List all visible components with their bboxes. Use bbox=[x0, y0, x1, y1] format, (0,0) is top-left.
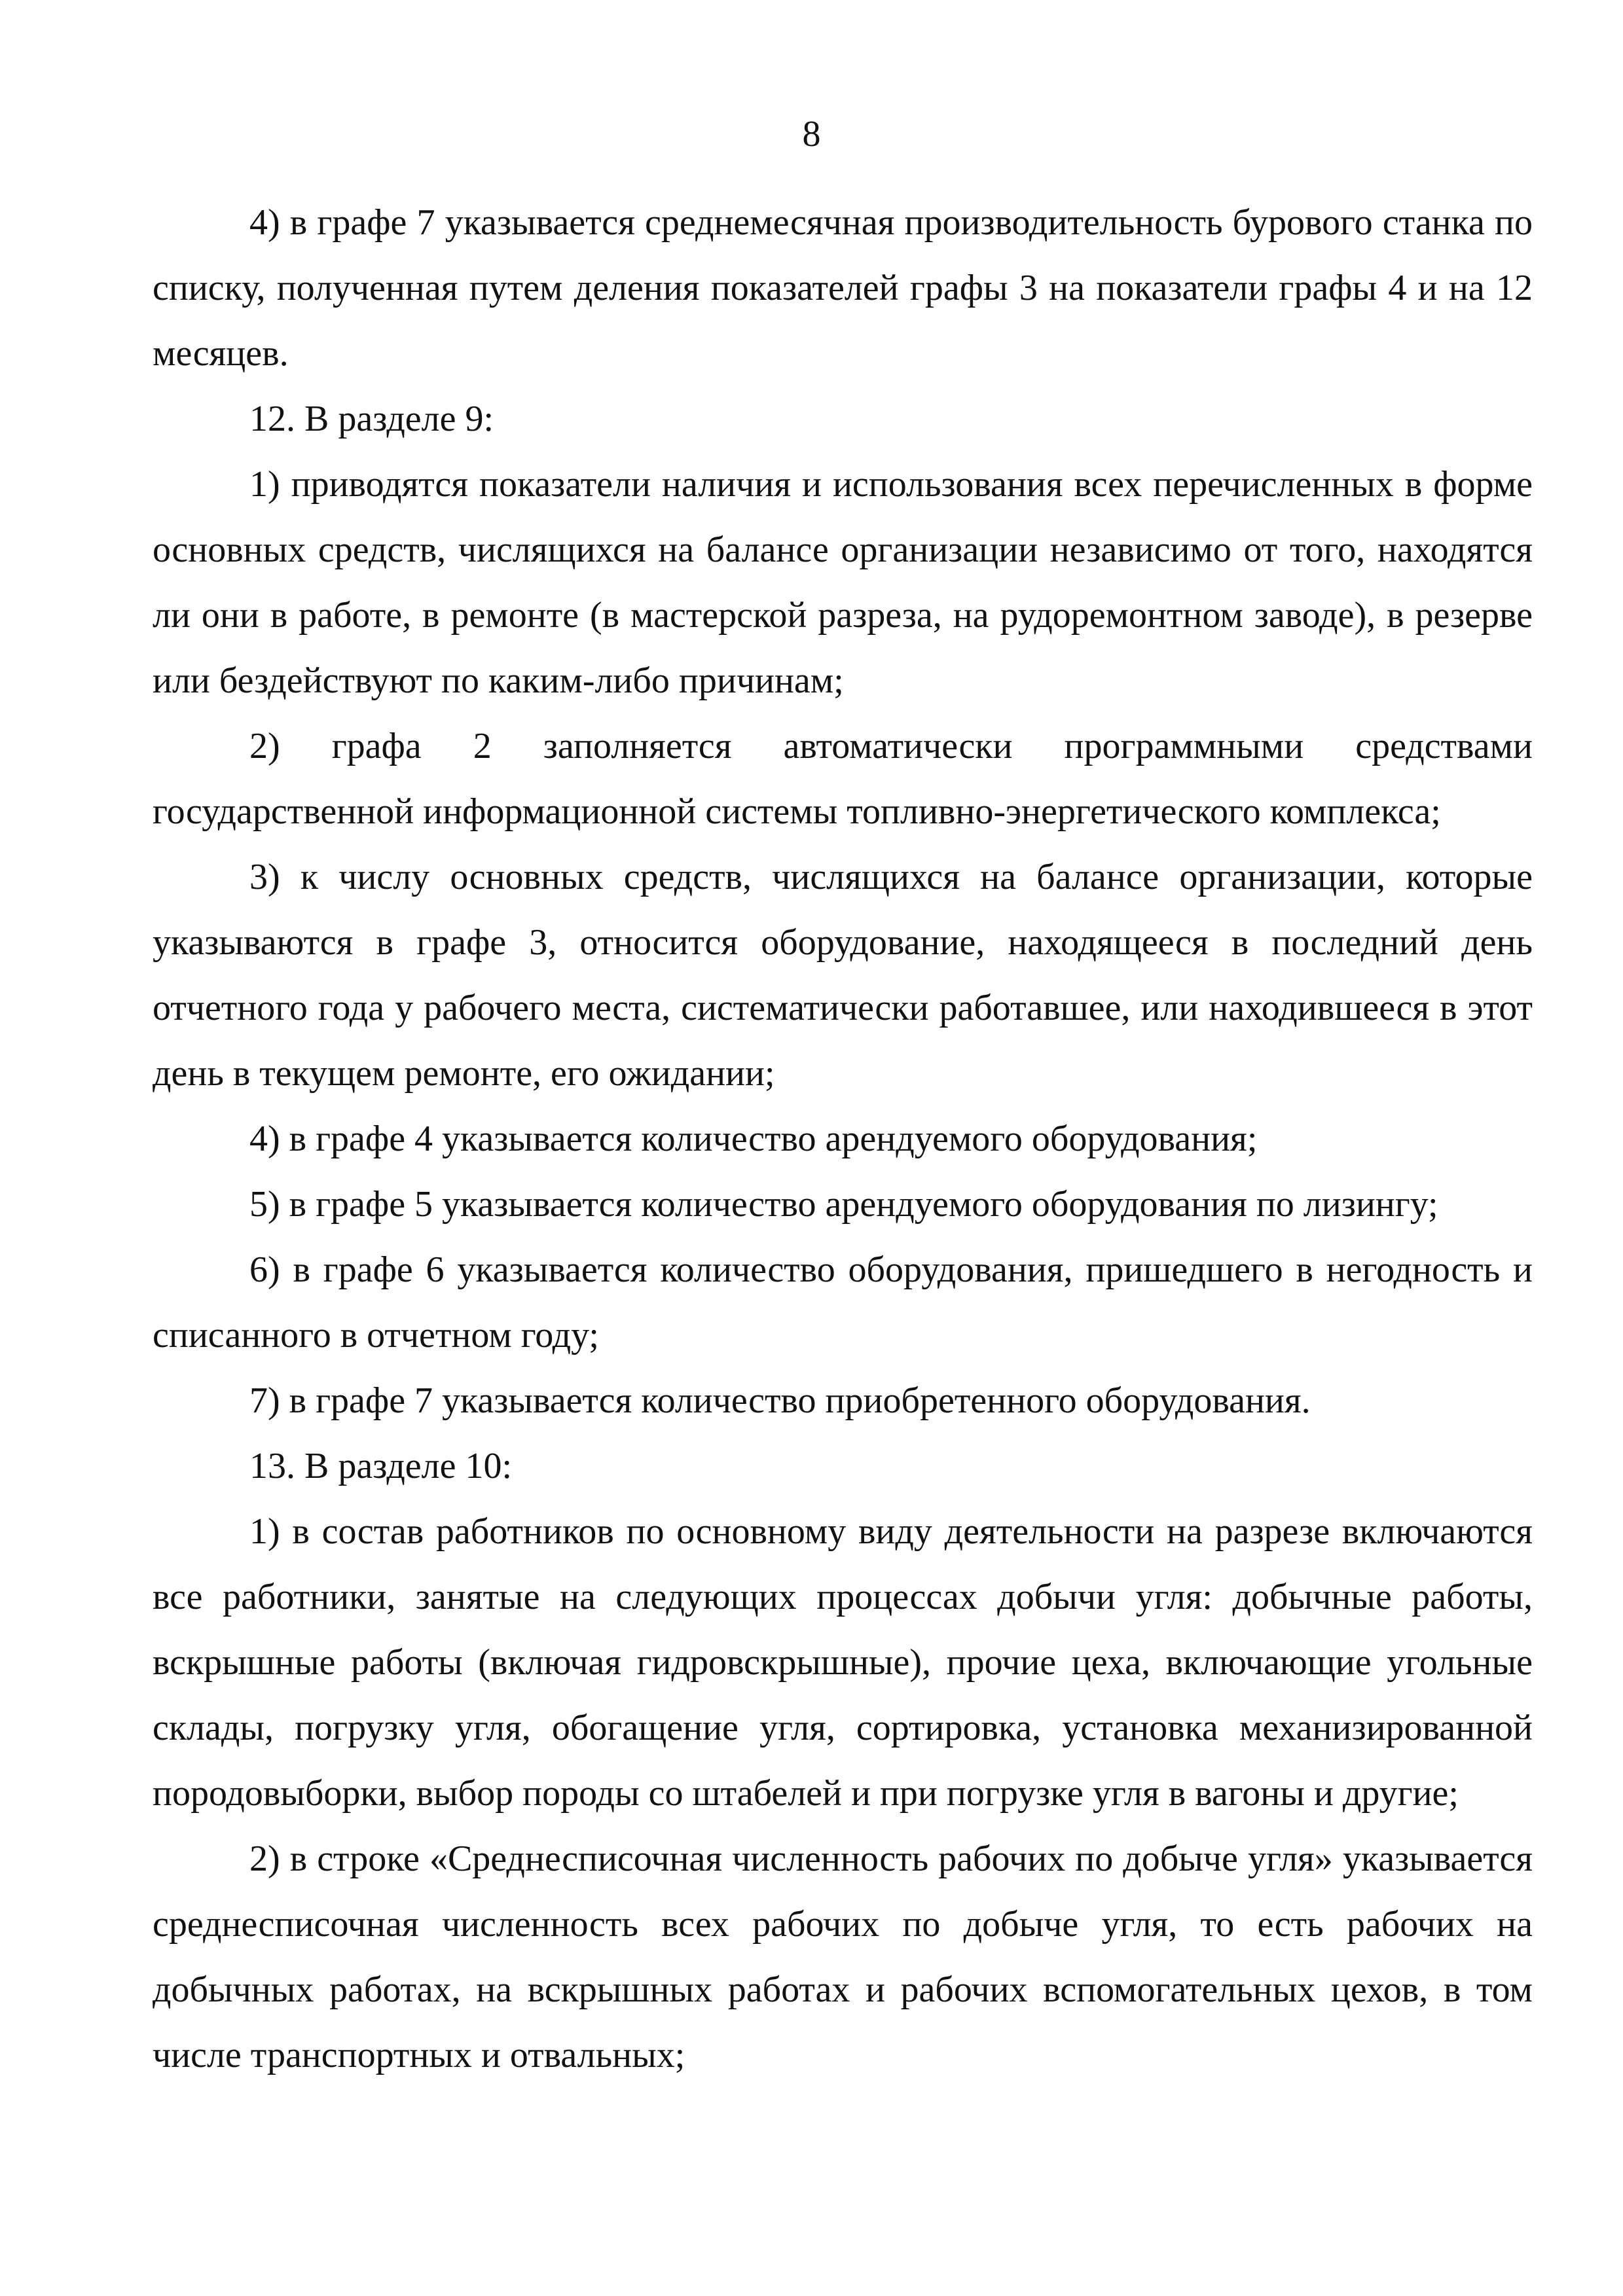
paragraph-section9-item5: 5) в графе 5 указывается количество арендуемого оборудования по лизингу; bbox=[249, 1184, 1438, 1225]
paragraph-section9-item6: 6) в графе 6 указывается количество оборудования, пришедшего в негодность и списанного в отчетном году; bbox=[153, 1249, 1533, 1355]
paragraph-section9-item1: 1) приводятся показатели наличия и использования всех перечисленных в форме основных средств, числящихся на балансе организации независимо от того, находятся ли они в работе, в ремонте (в мастерской разреза, на рудоремонтном заводе), в резерве или бездействуют по каким-либо причинам; bbox=[153, 464, 1533, 701]
paragraph-section10-item1: 1) в состав работников по основному виду деятельности на разрезе включаются все работники, занятые на следующих процессах добычи угля: добычные работы, вскрышные работы (включая гидровскрышные), прочие цеха, включающие угольные склады, погрузку угля, обогащение угля, сортировка, установка механизированной породовыборки, выбор породы со штабелей и при погрузке угля в вагоны и другие; bbox=[153, 1511, 1533, 1814]
paragraph-section9-item2: 2) графа 2 заполняется автоматически программными средствами государственной информационной системы топливно-энергетического комплекса; bbox=[153, 726, 1533, 832]
heading-section9: 12. В разделе 9: bbox=[249, 399, 494, 439]
page-number: 8 bbox=[802, 114, 821, 154]
paragraph-section9-item7: 7) в графе 7 указывается количество приобретенного оборудования. bbox=[249, 1380, 1311, 1421]
paragraph-section9-item4: 4) в графе 4 указывается количество арендуемого оборудования; bbox=[249, 1119, 1258, 1159]
paragraph-section9-item3: 3) к числу основных средств, числящихся на балансе организации, которые указываются в графе 3, относится оборудование, находящееся в последний день отчетного года у рабочего места, систематически работавшее, или находившееся в этот день в текущем ремонте, его ожидании; bbox=[153, 857, 1533, 1094]
document-body bbox=[153, 190, 1533, 2088]
paragraph-section10-item2: 2) в строке «Среднесписочная численность рабочих по добыче угля» указывается среднесписочная численность всех рабочих по добыче угля, то есть рабочих на добычных работах, на вскрышных работах и рабочих вспомогательных цехов, в том числе транспортных и отвальных; bbox=[153, 1839, 1533, 2075]
heading-section10: 13. В разделе 10: bbox=[249, 1446, 513, 1486]
paragraph-section8-item4: 4) в графе 7 указывается среднемесячная производительность бурового станка по списку, полученная путем деления показателей графы 3 на показатели графы 4 и на 12 месяцев. bbox=[153, 202, 1533, 374]
